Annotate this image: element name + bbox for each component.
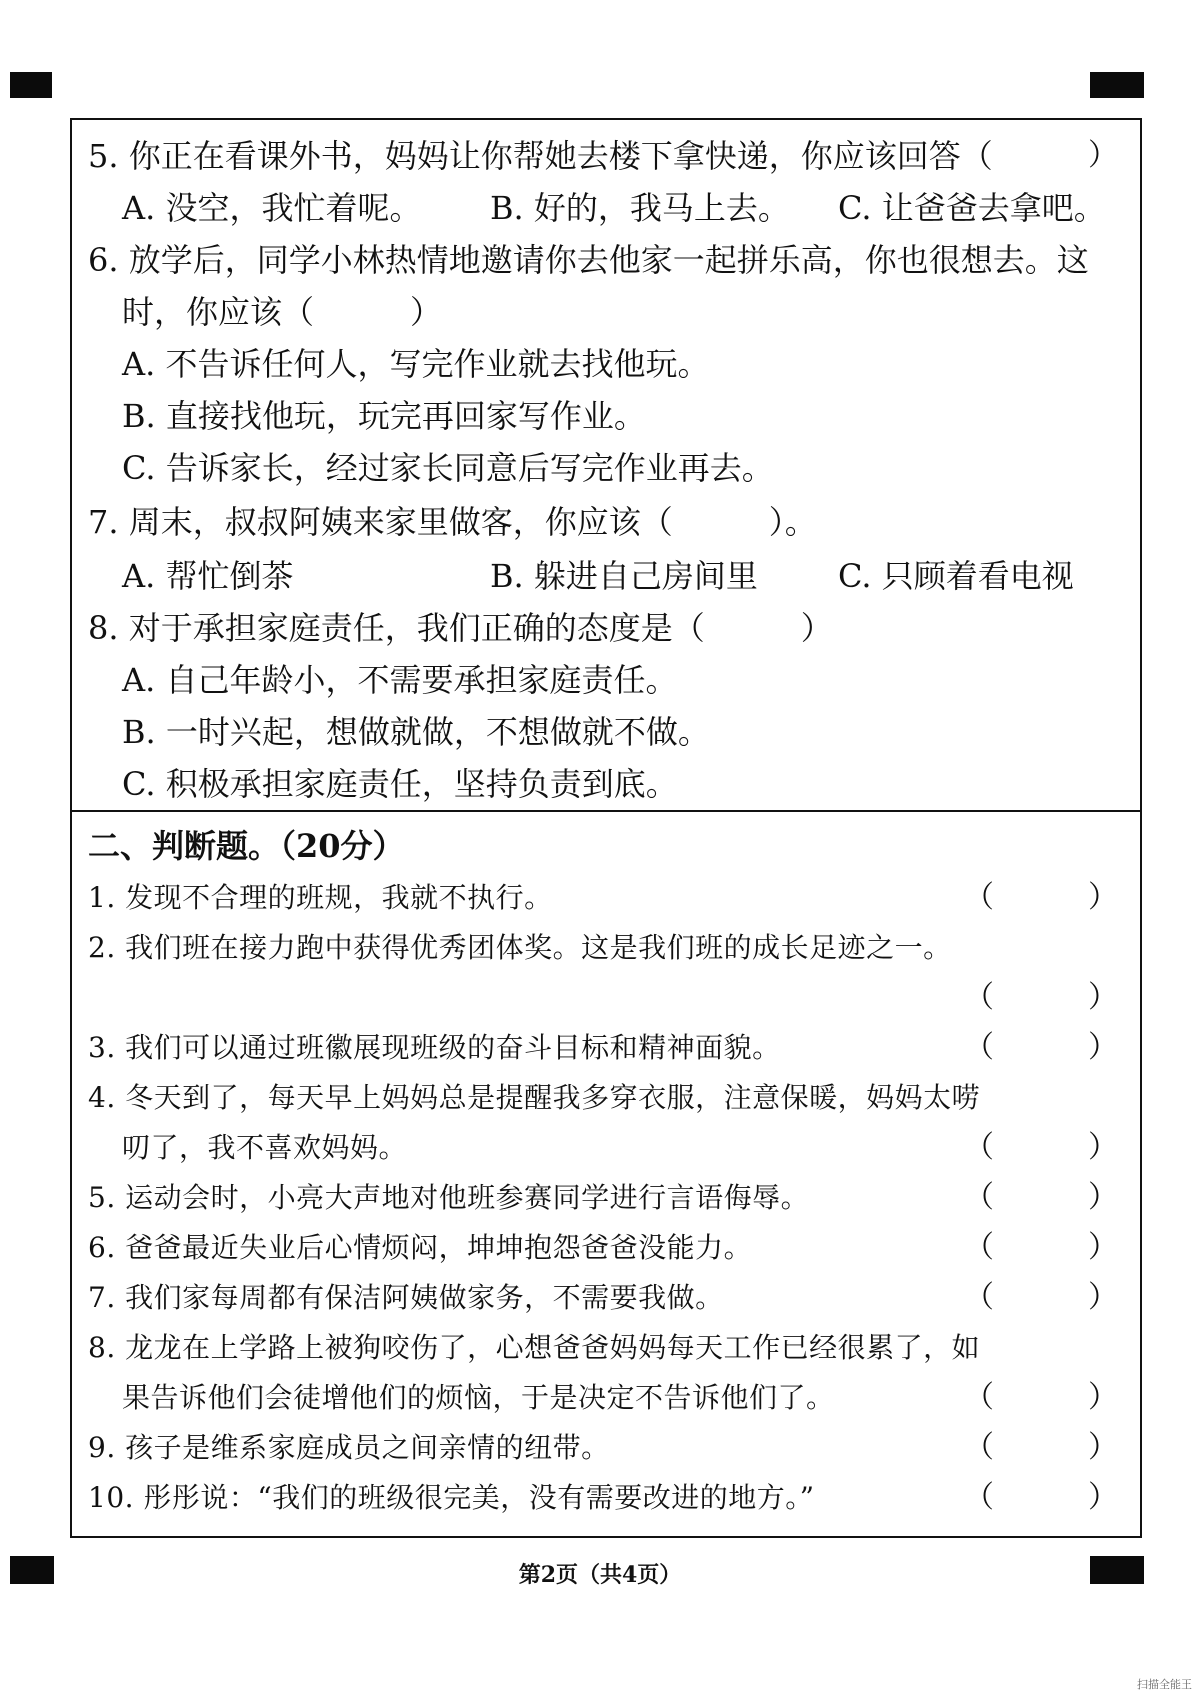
judge-item-2-open-paren: （ xyxy=(964,980,994,1015)
judge-item-7-open-paren: （ xyxy=(964,1280,994,1315)
question-5-close-paren: ） xyxy=(1088,138,1118,173)
judge-item-6-open-paren: （ xyxy=(964,1230,994,1265)
question-6-option-a: A. 不告诉任何人，写完作业就去找他玩。 xyxy=(122,345,710,383)
judge-item-7: 7. 我们家每周都有保洁阿姨做家务，不需要我做。 xyxy=(88,1281,724,1314)
judge-item-5-close-paren: ） xyxy=(1088,1180,1118,1215)
section-divider xyxy=(70,810,1142,812)
judge-item-10-close-paren: ） xyxy=(1088,1480,1118,1515)
judge-item-8-line2: 果告诉他们会徒增他们的烦恼，于是决定不告诉他们了。 xyxy=(122,1381,835,1414)
judge-item-3: 3. 我们可以通过班徽展现班级的奋斗目标和精神面貌。 xyxy=(88,1031,781,1064)
judge-item-5: 5. 运动会时，小亮大声地对他班参赛同学进行言语侮辱。 xyxy=(88,1181,810,1214)
judge-item-10-open-paren: （ xyxy=(964,1480,994,1515)
judge-item-1: 1. 发现不合理的班规，我就不执行。 xyxy=(88,881,553,914)
question-8-option-b: B. 一时兴起，想做就做，不想做就不做。 xyxy=(122,713,710,751)
question-6-stem-line2: 时，你应该（ ） xyxy=(122,293,443,331)
question-7-option-b: B. 躲进自己房间里 xyxy=(490,557,758,595)
page-number-footer: 第2页（共4页） xyxy=(518,1562,682,1588)
question-6-stem-line1: 6. 放学后，同学小林热情地邀请你去他家一起拼乐高，你也很想去。这 xyxy=(88,241,1089,279)
judge-item-9: 9. 孩子是维系家庭成员之间亲情的纽带。 xyxy=(88,1431,610,1464)
judge-item-9-close-paren: ） xyxy=(1088,1430,1118,1465)
question-5-stem: 5. 你正在看课外书，妈妈让你帮她去楼下拿快递，你应该回答（ xyxy=(88,137,993,175)
question-6-option-b: B. 直接找他玩，玩完再回家写作业。 xyxy=(122,397,646,435)
judge-item-7-close-paren: ） xyxy=(1088,1280,1118,1315)
question-8-stem: 8. 对于承担家庭责任，我们正确的态度是（ ） xyxy=(88,609,833,647)
question-7-option-a: A. 帮忙倒茶 xyxy=(122,557,294,595)
judge-item-8-close-paren: ） xyxy=(1088,1380,1118,1415)
registration-mark-top-right xyxy=(1090,72,1144,98)
judge-item-2-close-paren: ） xyxy=(1088,980,1118,1015)
question-5-option-a: A. 没空，我忙着呢。 xyxy=(122,189,422,227)
judge-item-10: 10. 彤彤说：“我们的班级很完美，没有需要改进的地方。” xyxy=(88,1481,815,1514)
judge-item-8-open-paren: （ xyxy=(964,1380,994,1415)
judge-item-3-open-paren: （ xyxy=(964,1030,994,1065)
judge-item-4-line1: 4. 冬天到了，每天早上妈妈总是提醒我多穿衣服，注意保暖，妈妈太唠 xyxy=(88,1081,981,1114)
judge-item-4-line2: 叨了，我不喜欢妈妈。 xyxy=(122,1131,408,1164)
question-6-option-c: C. 告诉家长，经过家长同意后写完作业再去。 xyxy=(122,449,774,487)
judge-item-4-open-paren: （ xyxy=(964,1130,994,1165)
question-8-option-c: C. 积极承担家庭责任，坚持负责到底。 xyxy=(122,765,678,803)
judge-item-8-line1: 8. 龙龙在上学路上被狗咬伤了，心想爸爸妈妈每天工作已经很累了，如 xyxy=(88,1331,981,1364)
judge-item-1-open-paren: （ xyxy=(964,880,994,915)
question-5-option-c: C. 让爸爸去拿吧。 xyxy=(838,189,1106,227)
scanner-watermark: 扫描全能王 xyxy=(1137,1678,1192,1691)
question-7-stem: 7. 周末，叔叔阿姨来家里做客，你应该（ ）。 xyxy=(88,503,817,541)
judge-item-6: 6. 爸爸最近失业后心情烦闷，坤坤抱怨爸爸没能力。 xyxy=(88,1231,753,1264)
question-8-option-a: A. 自己年龄小，不需要承担家庭责任。 xyxy=(122,661,678,699)
judge-section-title: 二、判断题。（20分） xyxy=(88,827,405,865)
judge-item-2: 2. 我们班在接力跑中获得优秀团体奖。这是我们班的成长足迹之一。 xyxy=(88,931,952,964)
question-7-option-c: C. 只顾着看电视 xyxy=(838,557,1074,595)
question-5-option-b: B. 好的，我马上去。 xyxy=(490,189,790,227)
registration-mark-top-left xyxy=(10,72,52,98)
judge-item-4-close-paren: ） xyxy=(1088,1130,1118,1165)
judge-item-1-close-paren: ） xyxy=(1088,880,1118,915)
judge-item-6-close-paren: ） xyxy=(1088,1230,1118,1265)
judge-item-5-open-paren: （ xyxy=(964,1180,994,1215)
judge-item-9-open-paren: （ xyxy=(964,1430,994,1465)
judge-item-3-close-paren: ） xyxy=(1088,1030,1118,1065)
